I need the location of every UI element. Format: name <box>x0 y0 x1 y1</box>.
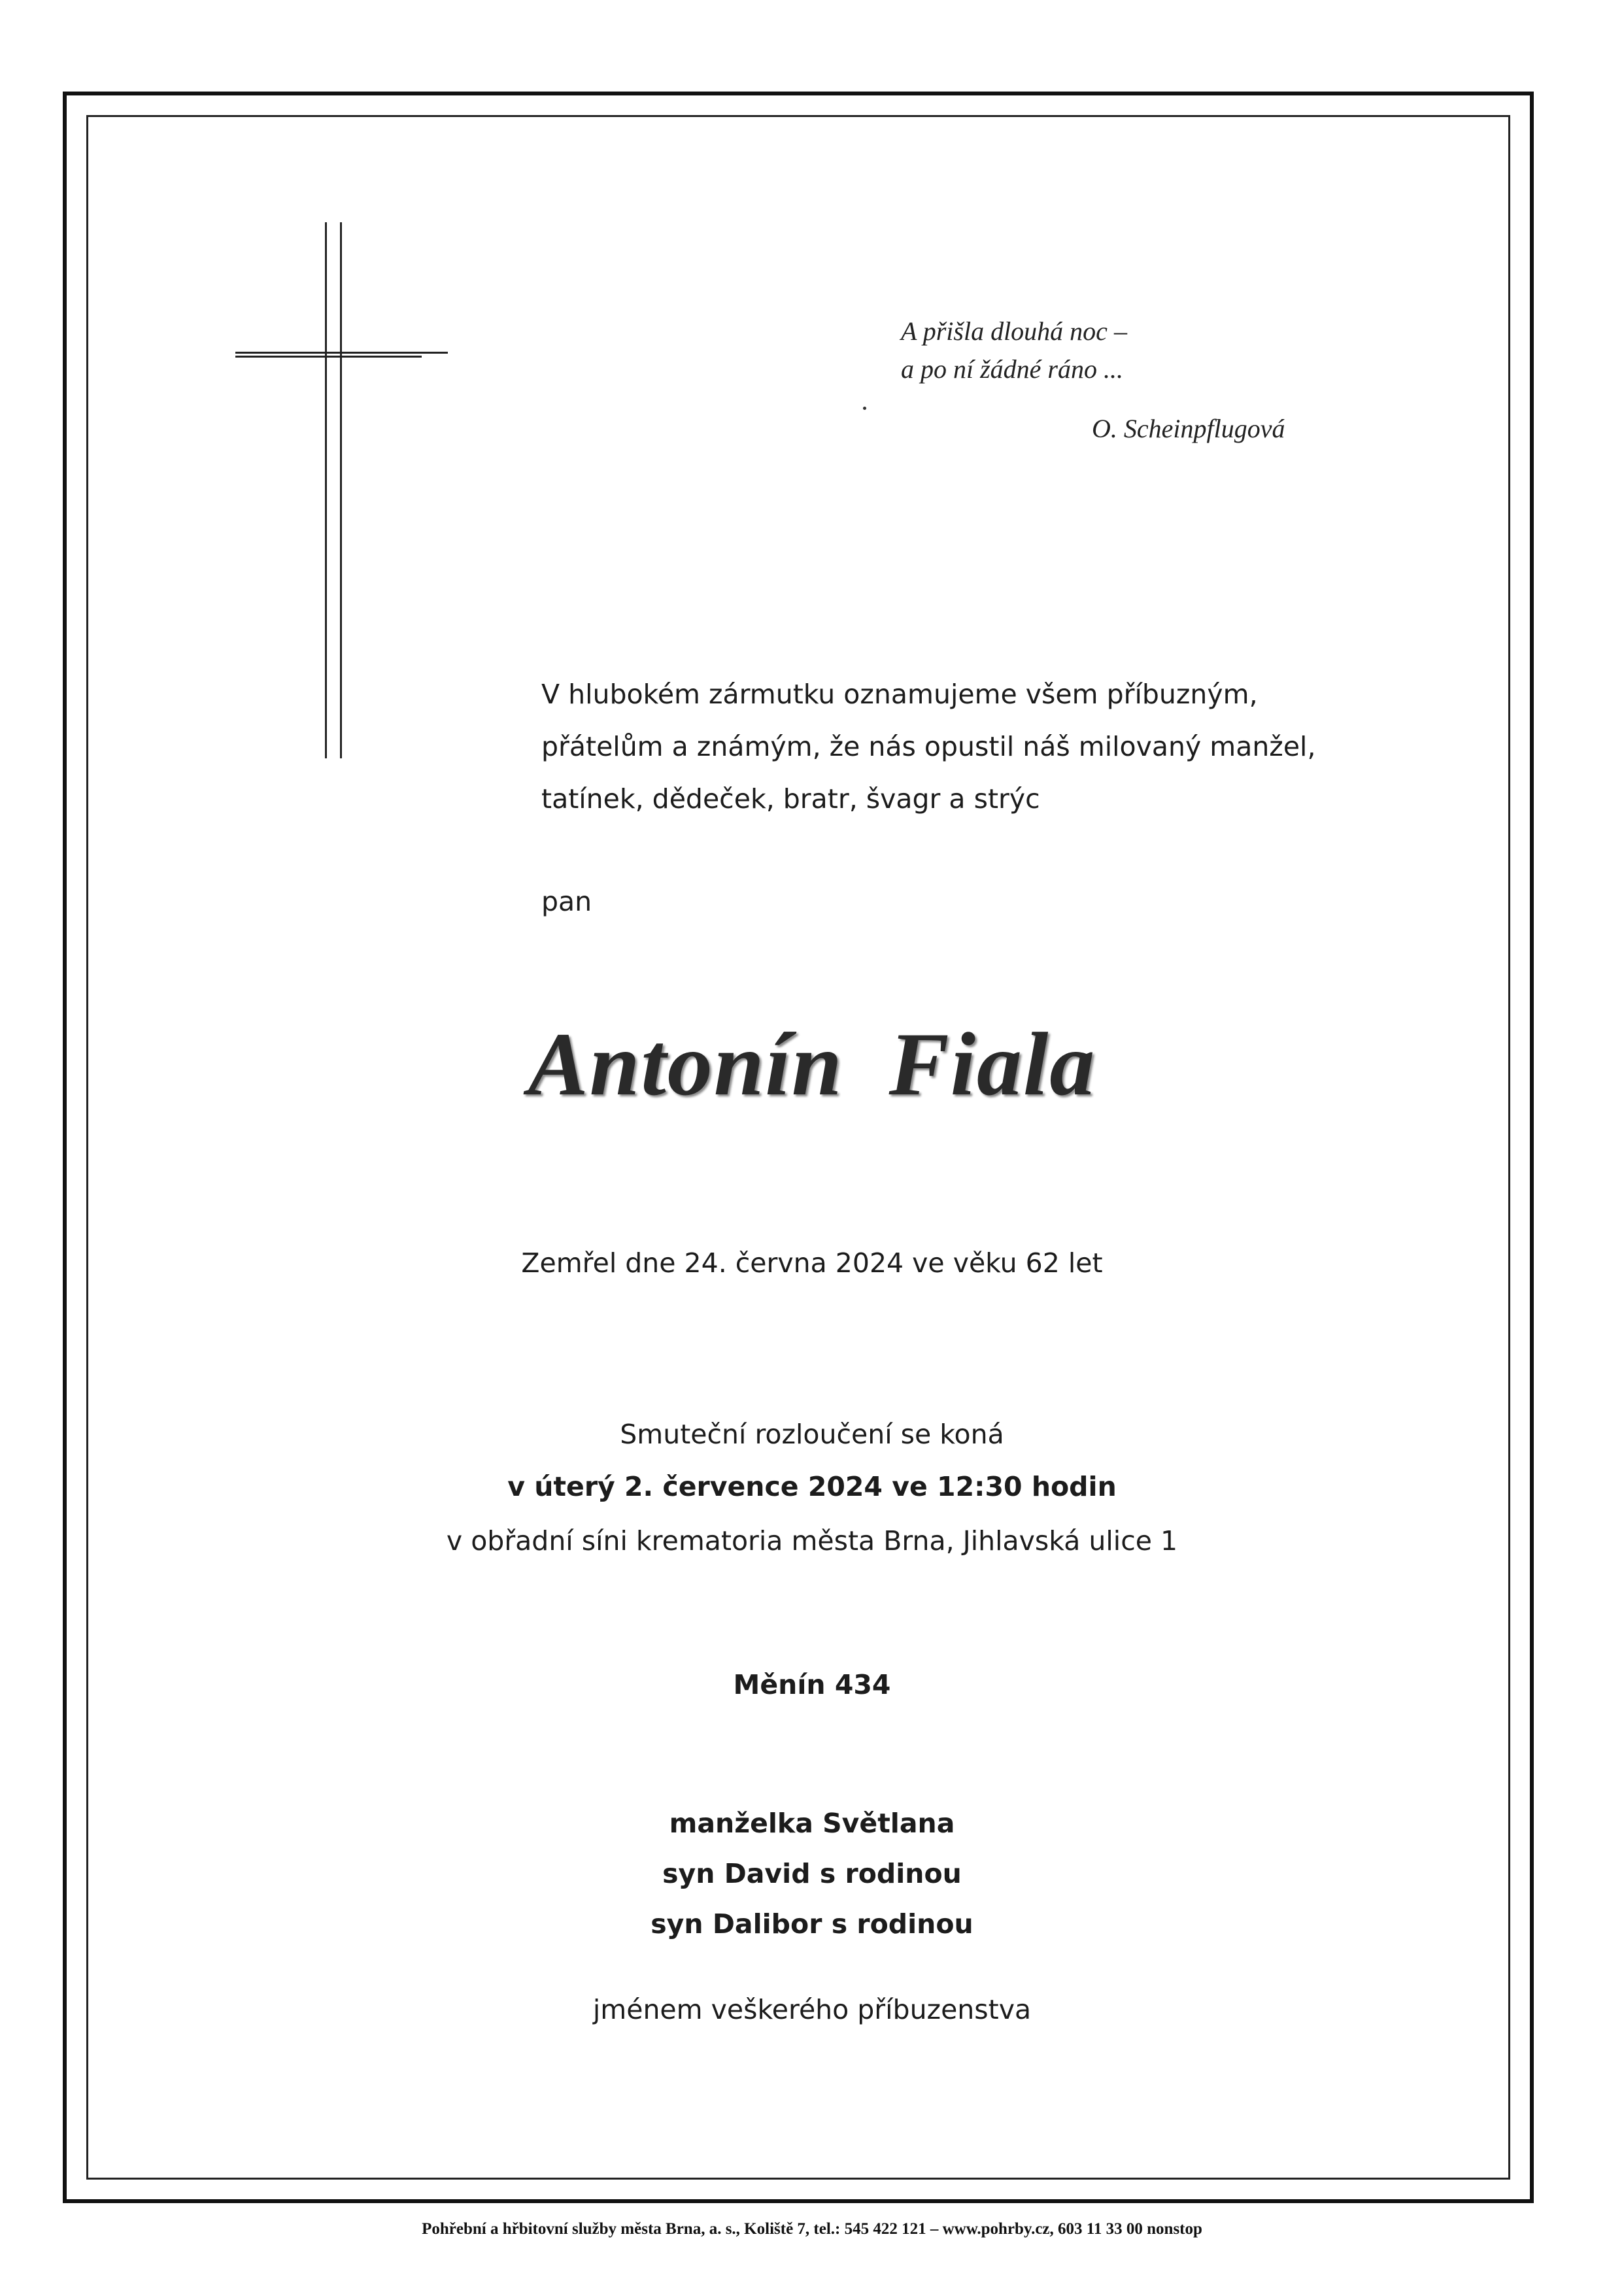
quote-line-1: A přišla dlouhá noc – <box>901 316 1127 346</box>
death-info: Zemřel dne 24. června 2024 ve věku 62 let <box>521 1247 1103 1279</box>
announcement <box>541 668 1315 825</box>
deceased-first-name: Antonín <box>528 1014 843 1114</box>
quote-line-2: a po ní žádné ráno ... <box>901 354 1123 384</box>
deceased-name <box>0 1012 1624 1116</box>
deceased-last-name: Fiala <box>888 1014 1096 1114</box>
mourner-3: syn Dalibor s rodinou <box>651 1908 973 1940</box>
mourner-1: manželka Světlana <box>669 1808 955 1839</box>
mourner-2: syn David s rodinou <box>662 1858 962 1889</box>
announcement-line-1: V hlubokém zármutku oznamujeme všem příbuzným, <box>541 679 1258 710</box>
announcement-line-2: přátelům a známým, že nás opustil náš milovaný manžel, <box>541 731 1316 762</box>
quote-author: O. Scheinpflugová <box>1092 414 1285 443</box>
cross-icon <box>235 222 458 765</box>
family-note: jménem veškerého příbuzenstva <box>592 1994 1032 2025</box>
quote-dot <box>863 407 866 410</box>
salutation: pan <box>541 886 592 917</box>
footer: Pohřební a hřbitovní služby města Brna, a. s., Koliště 7, tel.: 545 422 121 – www.pohrby.cz, 603 11 33 00 nonstop <box>422 2220 1202 2238</box>
ceremony-date-time: v úterý 2. července 2024 ve 12:30 hodin <box>507 1471 1117 1502</box>
announcement-line-3: tatínek, dědeček, bratr, švagr a strýc <box>541 783 1040 815</box>
ceremony-line-1: Smuteční rozloučení se koná <box>620 1419 1004 1450</box>
ceremony-place: v obřadní síni krematoria města Brna, Jihlavská ulice 1 <box>446 1525 1178 1557</box>
address: Měnín 434 <box>733 1669 891 1700</box>
quote <box>901 312 1127 388</box>
